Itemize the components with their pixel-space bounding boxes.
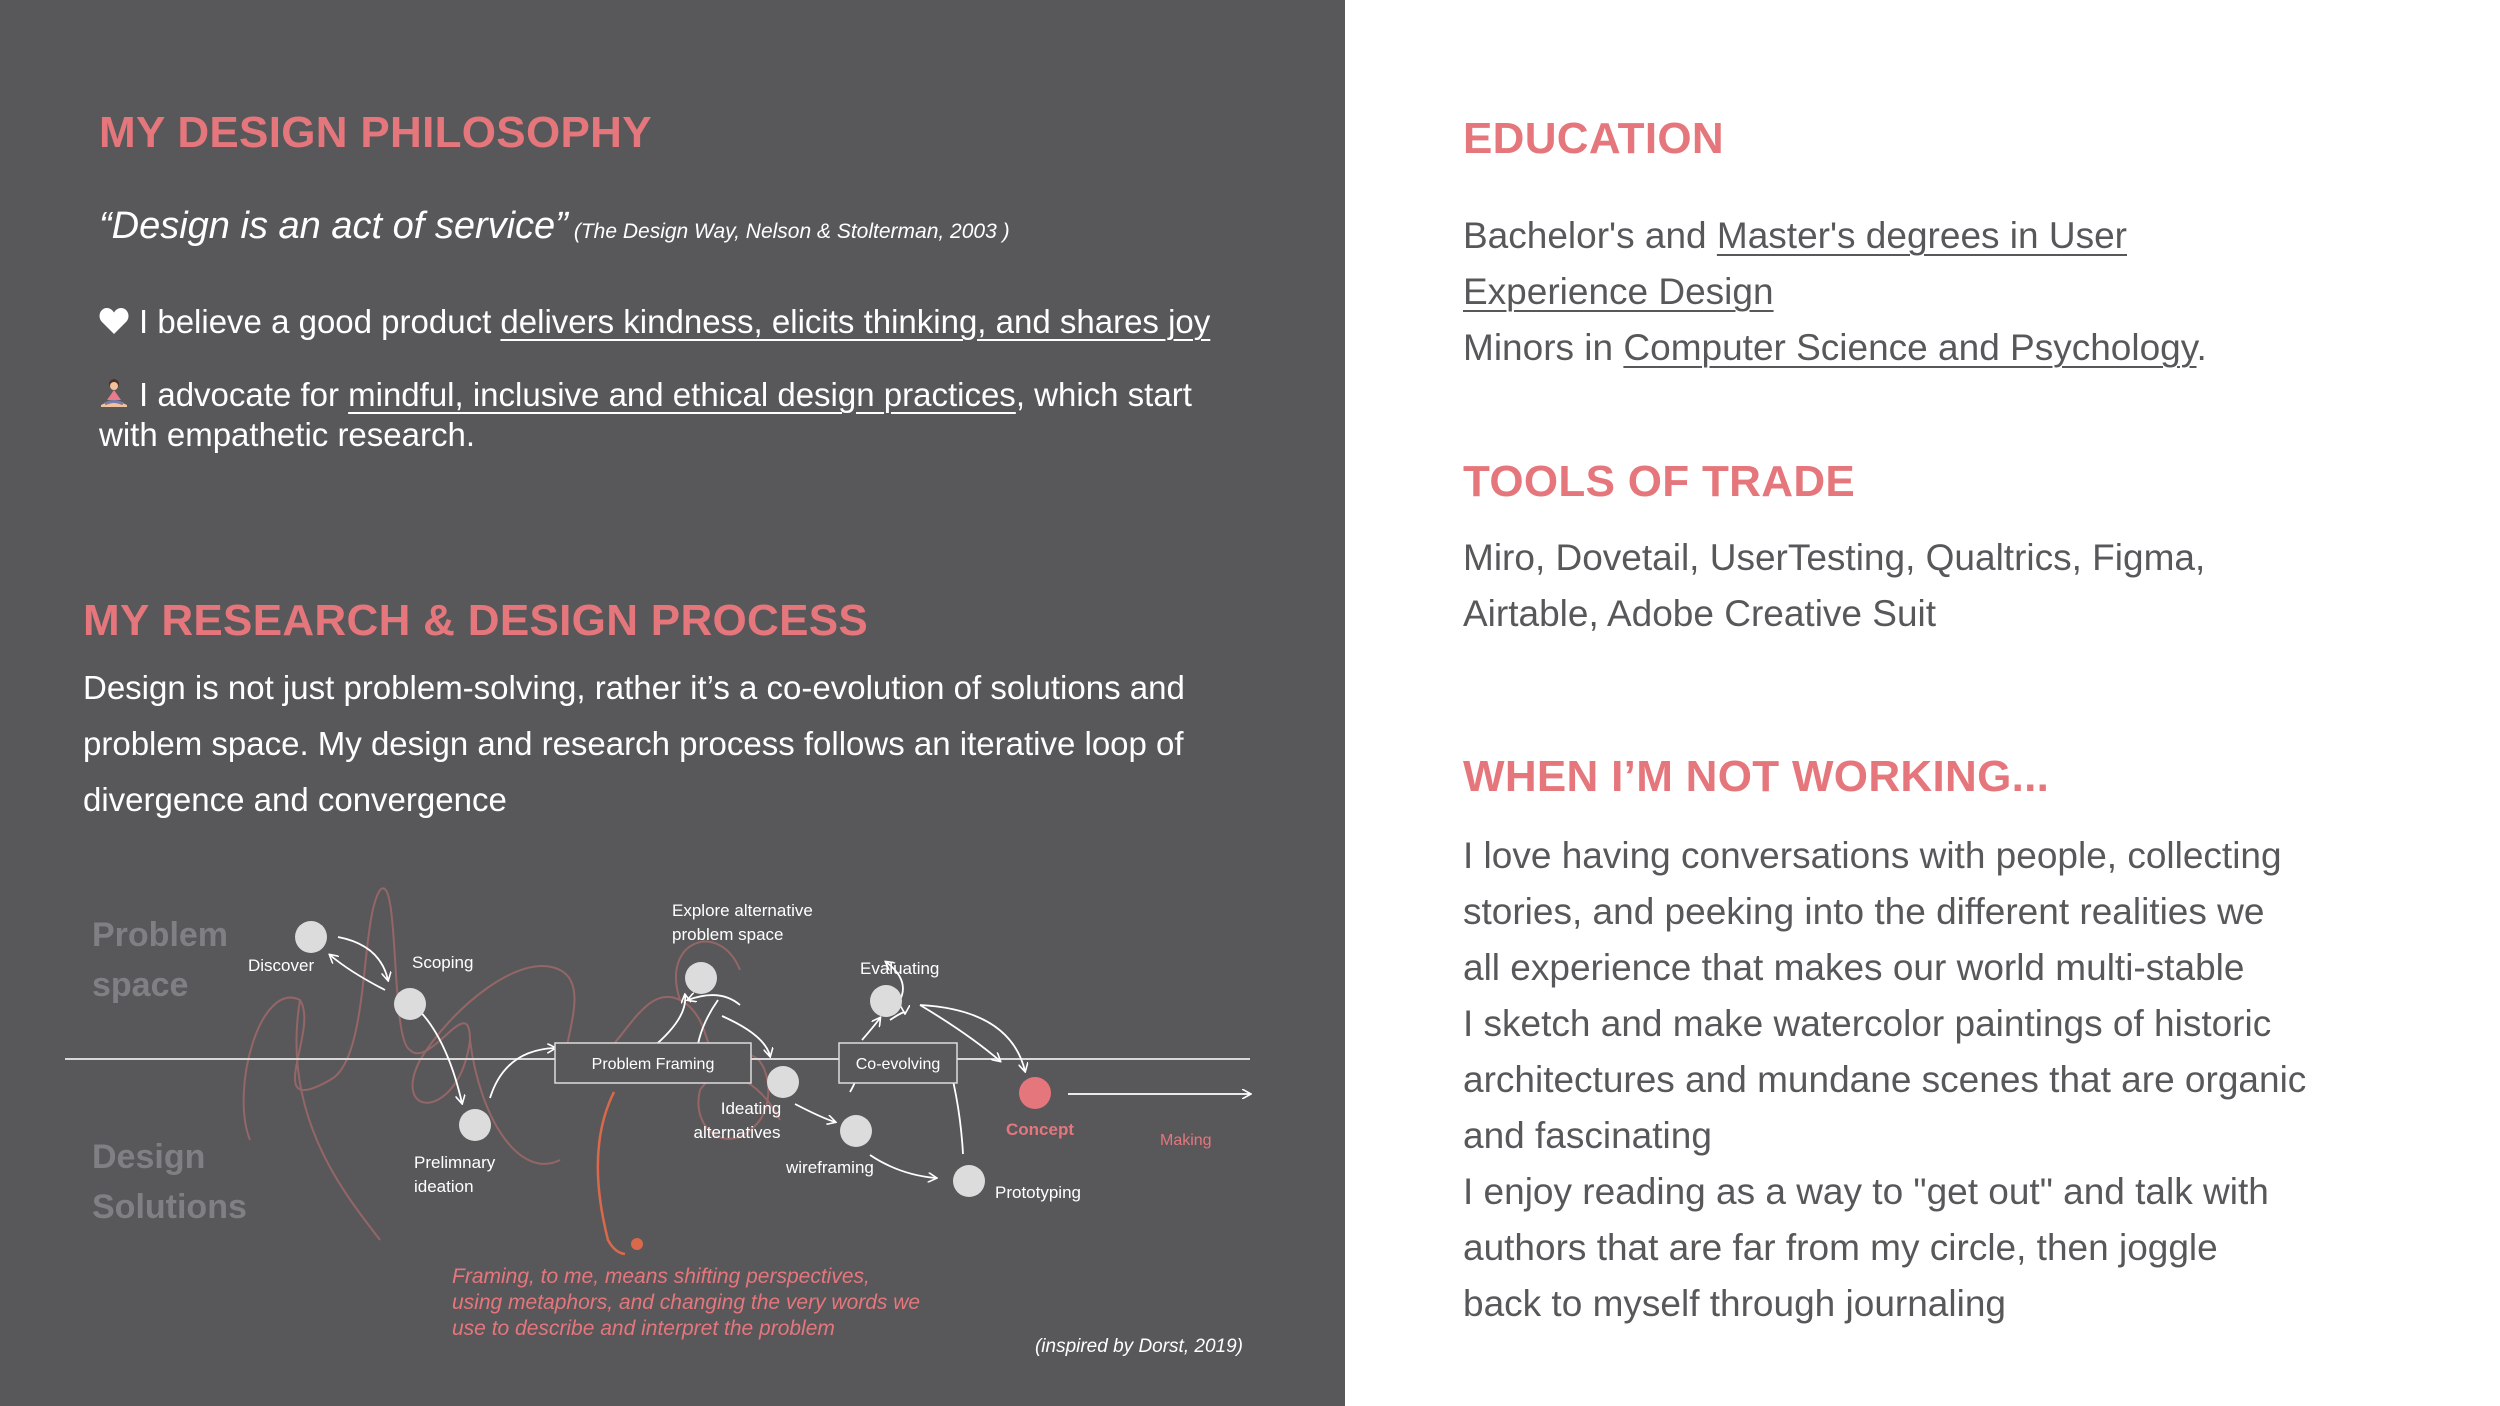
annotation-line-2: using metaphors, and changing the very words we [452,1291,921,1314]
education-minors-suffix: . [2196,327,2207,368]
tools-text [1463,530,2205,642]
belief-kindness [99,303,1210,343]
label-ideating-2: alternatives [693,1123,781,1142]
philosophy-quote: “Design is an act of service” [99,205,568,247]
belief-kindness-link[interactable]: delivers kindness, elicits thinking, and shares joy [500,303,1211,340]
education-line-3 [1463,320,2207,376]
annotation-line-3: use to describe and interpret the problem [452,1317,835,1340]
tools-line-2: Airtable, Adobe Creative Suit [1463,593,1937,634]
heart-icon [99,305,129,343]
label-prototyping: Prototyping [995,1183,1081,1202]
label-explore: Explore alternative [672,901,813,920]
label-making: Making [1160,1132,1212,1149]
node-concept [1019,1077,1051,1109]
node-evaluating [870,985,902,1017]
node-scoping [394,988,426,1020]
problem-space-label: Problem [92,916,229,954]
label-wireframing: wireframing [786,1158,874,1177]
tools-heading: TOOLS OF TRADE [1463,457,1856,506]
hobbies-line: and fascinating [1463,1115,1712,1156]
education-minors-prefix: Minors in [1463,327,1624,368]
education-heading: EDUCATION [1463,114,1724,163]
label-evaluating: Evaluating [860,959,940,978]
belief-ethics-suffix: , which start with empathetic research. [99,376,1192,453]
hobbies-line: I enjoy reading as a way to "get out" and talk with [1463,1171,2269,1212]
hobbies-line: architectures and mundane scenes that are organic [1463,1059,2307,1100]
label-concept: Concept [1006,1120,1074,1139]
node-preliminary [459,1109,491,1141]
box-co-evolving-label: Co-evolving [855,1056,941,1073]
hobbies-line: I sketch and make watercolor paintings of historic [1463,1003,2272,1044]
design-solutions-label: Design [92,1138,206,1176]
tools-line-1: Miro, Dovetail, UserTesting, Qualtrics, Figma, [1463,537,2206,578]
hobbies-line: I love having conversations with people, collecting [1463,835,2282,876]
meditation-icon [99,378,129,416]
philosophy-quote-block [99,205,1010,248]
node-explore [685,962,717,994]
process-diagram [0,860,1345,1406]
process-arrows [330,937,1250,1178]
node-wireframing [840,1115,872,1147]
process-heading: MY RESEARCH & DESIGN PROCESS [83,596,869,645]
problem-space-label-2: space [92,966,189,1004]
belief-ethics [99,376,1259,454]
label-discover: Discover [248,956,315,975]
belief-ethics-link[interactable]: mindful, inclusive and ethical design practices [348,376,1016,413]
process-description: Design is not just problem-solving, rather it’s a co-evolution of solutions and problem space. My design and research process follows an iterative loop of divergence and convergence [83,669,1185,818]
education-prefix: Bachelor's and [1463,215,1717,256]
design-solutions-label-2: Solutions [92,1188,247,1226]
label-ideating: Ideating [720,1099,782,1118]
education-degree-link[interactable]: Master's degrees in User [1716,215,2127,256]
belief-ethics-text: I advocate for [139,376,349,413]
hobbies-text [1463,828,2306,1332]
label-scoping: Scoping [412,953,474,972]
philosophy-citation: (The Design Way, Nelson & Stolterman, 2003 ) [573,220,1010,243]
label-preliminary-2: ideation [414,1177,474,1196]
box-problem-framing-label: Problem Framing [591,1056,715,1073]
annotation-dot [631,1238,643,1250]
education-text [1463,208,2207,376]
hobbies-line: back to myself through journaling [1463,1283,2006,1324]
hobbies-line: all experience that makes our world multi-stable [1463,947,2245,988]
node-ideating [767,1066,799,1098]
hobbies-line: stories, and peeking into the different realities we [1463,891,2265,932]
hobbies-line: authors that are far from my circle, then joggle [1463,1227,2218,1268]
node-prototyping [953,1165,985,1197]
belief-kindness-text: I believe a good product [139,303,501,340]
education-line-2 [1463,264,2207,320]
diagram-credit: (inspired by Dorst, 2019) [1034,1336,1243,1357]
annotation-pointer [598,1092,625,1254]
education-degree-link-2[interactable]: Experience Design [1463,271,1774,312]
education-minors-link[interactable]: Computer Science and Psychology [1623,327,2197,368]
node-discover [295,921,327,953]
hobbies-heading: WHEN I’M NOT WORKING... [1463,752,2050,801]
education-line-1 [1463,208,2207,264]
philosophy-heading: MY DESIGN PHILOSOPHY [99,108,652,157]
label-explore-2: problem space [672,925,784,944]
annotation-line-1: Framing, to me, means shifting perspectives, [452,1265,870,1288]
label-preliminary: Prelimnary [414,1153,496,1172]
